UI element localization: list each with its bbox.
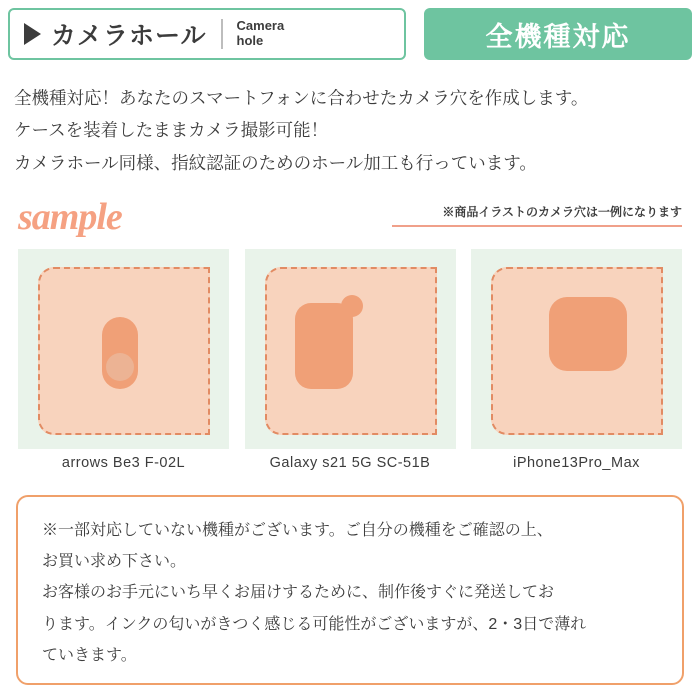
sample-heading-row <box>18 195 682 239</box>
notice-box <box>16 495 684 685</box>
lead-line-1: 全機種対応！あなたのスマートフォンに合わせたカメラ穴を作成します。 <box>14 88 589 108</box>
header-title-en-line1: Camera <box>236 18 285 34</box>
sample-label: sample <box>18 196 122 238</box>
notice-line-5: ていきます。 <box>42 646 137 664</box>
all-models-badge <box>424 8 692 60</box>
play-triangle-icon <box>24 23 41 45</box>
sample-caption-list <box>18 455 682 479</box>
header-title-en-line2: hole <box>236 33 264 48</box>
header-title-jp: カメラホール <box>51 22 207 50</box>
camera-hole-corner-icon <box>341 295 363 317</box>
all-models-badge-label: 全機種対応 <box>485 21 631 52</box>
sample-card-arrows <box>18 249 229 449</box>
sample-caption: Galaxy s21 5G SC-51B <box>269 455 431 471</box>
lead-line-3: カメラホール同様、指紋認証のためのホール加工も行っています。 <box>14 152 537 173</box>
lead-paragraph <box>14 82 690 179</box>
notice-line-4: ります。インクの匂いがきつく感じる可能性がございますが、2・3日で薄れ <box>42 615 587 633</box>
sample-caption: iPhone13Pro_Max <box>513 455 640 471</box>
camera-hole-rounded-rect-icon <box>295 303 353 389</box>
sample-caption: arrows Be3 F-02L <box>61 455 186 471</box>
camera-hole-square-icon <box>549 297 627 371</box>
fingerprint-hole-icon <box>106 353 134 381</box>
phone-case-illustration <box>491 267 663 435</box>
lead-line-2: ケースを装着したままカメラ撮影可能！ <box>14 120 329 141</box>
notice-line-2: お買い求め下さい。 <box>42 553 187 571</box>
phone-case-illustration <box>38 267 210 435</box>
header-title-en <box>237 19 285 49</box>
page-header <box>8 8 692 60</box>
notice-line-1: ※一部対応していない機種がございます。ご自分の機種をご確認の上、 <box>42 522 553 539</box>
sample-card-iphone <box>471 249 682 449</box>
phone-case-illustration <box>265 267 437 435</box>
notice-line-3: お客様のお手元にいち早くお届けするために、制作後すぐに発送してお <box>42 584 555 602</box>
sample-card-galaxy <box>245 249 456 449</box>
sample-card-list <box>18 249 682 449</box>
header-title-block <box>8 8 406 60</box>
sample-disclaimer: ※商品イラストのカメラ穴は一例になります <box>392 203 682 227</box>
header-divider <box>221 19 223 49</box>
